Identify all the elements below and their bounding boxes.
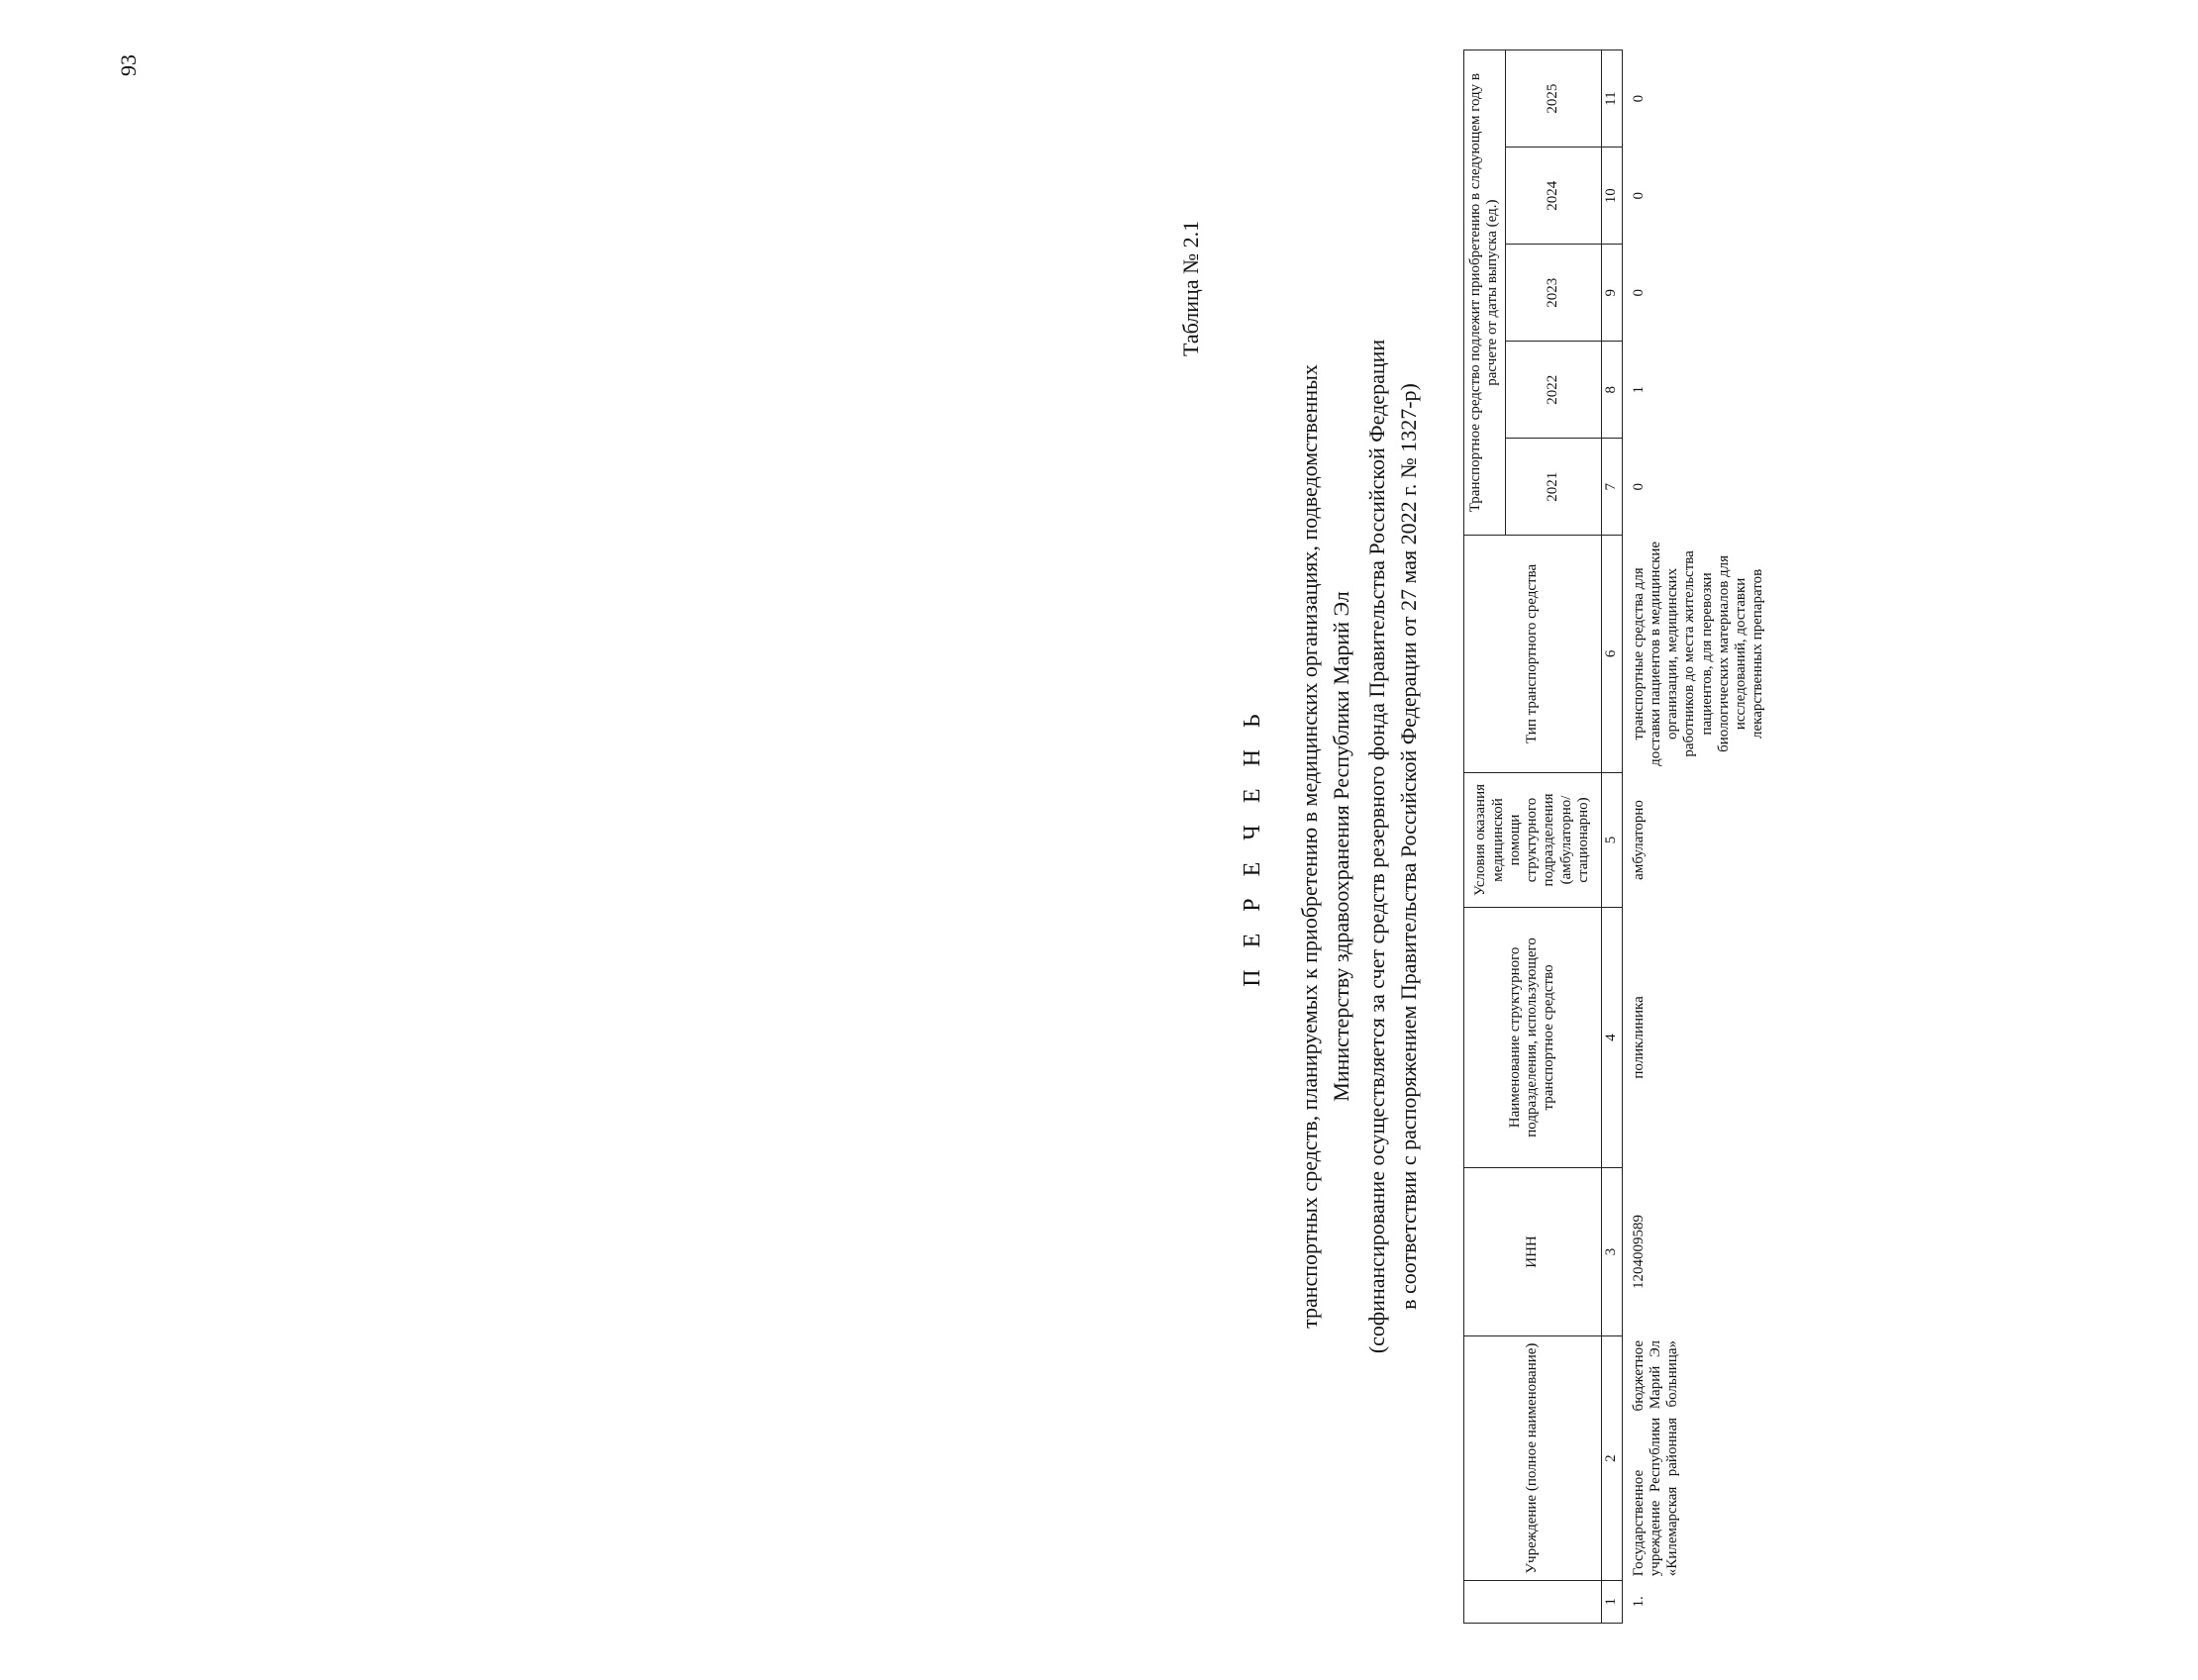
cell-year-value: 0 xyxy=(1630,288,1647,297)
cell-institution: Государственное бюджетное учреждение Республики Марий Эл «Килемарская районная больница» xyxy=(1630,1339,1680,1577)
document-heading: П Е Р Е Ч Е Н Ь xyxy=(1240,706,1265,987)
cell-unit-name: поликлиника xyxy=(1630,996,1647,1079)
title-line-2: Министерству здравоохранения Республики Марий Эл xyxy=(1329,591,1353,1102)
cell-inn: 1204009589 xyxy=(1630,1215,1647,1289)
header-year: 2024 xyxy=(1505,148,1601,245)
cell-year-value: 0 xyxy=(1630,94,1647,103)
title-line-3: (софинансирование осуществляется за счет средств резервного фонда Правительства Российской Федерации xyxy=(1364,339,1389,1354)
header-year: 2022 xyxy=(1505,342,1601,439)
cell-year-value: 1 xyxy=(1630,385,1647,394)
column-number: 3 xyxy=(1601,1167,1622,1336)
column-number: 9 xyxy=(1601,245,1622,342)
header-year: 2025 xyxy=(1505,50,1601,148)
column-number: 4 xyxy=(1601,908,1622,1167)
title-line-4: в соответствии с распоряжением Правительства Российской Федерации от 27 мая 2022 г. № 1327-р) xyxy=(1396,383,1421,1310)
column-number: 1 xyxy=(1601,1580,1622,1623)
header-year: 2023 xyxy=(1505,245,1601,342)
column-number: 5 xyxy=(1601,772,1622,908)
column-number: 7 xyxy=(1601,439,1622,536)
table-label: Таблица № 2.1 xyxy=(1178,220,1203,356)
cell-year-value: 0 xyxy=(1630,482,1647,491)
cell-vehicle-type: транспортные средства для доставки пациентов в медицинские организации, медицинских работников до места жительства пациентов, для перевозки биологических материалов для исследований, доставки лекарственных препаратов xyxy=(1630,541,1766,766)
header-institution: Учреждение (полное наименование) xyxy=(1464,1336,1602,1580)
column-number: 11 xyxy=(1601,50,1622,148)
header-inn: ИНН xyxy=(1464,1167,1602,1336)
column-number: 2 xyxy=(1601,1336,1622,1580)
header-conditions: Условия оказания медицинской помощи структурного подразделения (амбулаторно/ стационарно) xyxy=(1464,772,1602,908)
header-unit-name: Наименование структурного подразделения, использующего транспортное средство xyxy=(1464,908,1602,1167)
header-years-group: Транспортное средство подлежит приобретению в следующем году в расчете от даты выпуска (ед.) xyxy=(1464,50,1506,536)
cell-year-value: 0 xyxy=(1630,191,1647,200)
row-number: 1. xyxy=(1630,1596,1647,1608)
header-vehicle-type: Тип транспортного средства xyxy=(1464,536,1602,772)
header-row-number xyxy=(1464,1580,1602,1623)
column-number: 8 xyxy=(1601,342,1622,439)
header-row xyxy=(1464,50,1506,1624)
title-line-1: транспортных средств, планируемых к приобретению в медицинских организациях, подведомственных xyxy=(1297,364,1322,1329)
column-number: 6 xyxy=(1601,536,1622,772)
vehicles-table xyxy=(1463,49,1770,1624)
table-row xyxy=(1622,50,1770,1624)
page-number-text: 93 xyxy=(116,54,141,76)
rotated-document-sheet xyxy=(1149,30,2198,1663)
cell-conditions: амбулаторно xyxy=(1630,800,1647,880)
header-year: 2021 xyxy=(1505,439,1601,536)
column-number: 10 xyxy=(1601,148,1622,245)
column-numbers-row xyxy=(1601,50,1622,1624)
